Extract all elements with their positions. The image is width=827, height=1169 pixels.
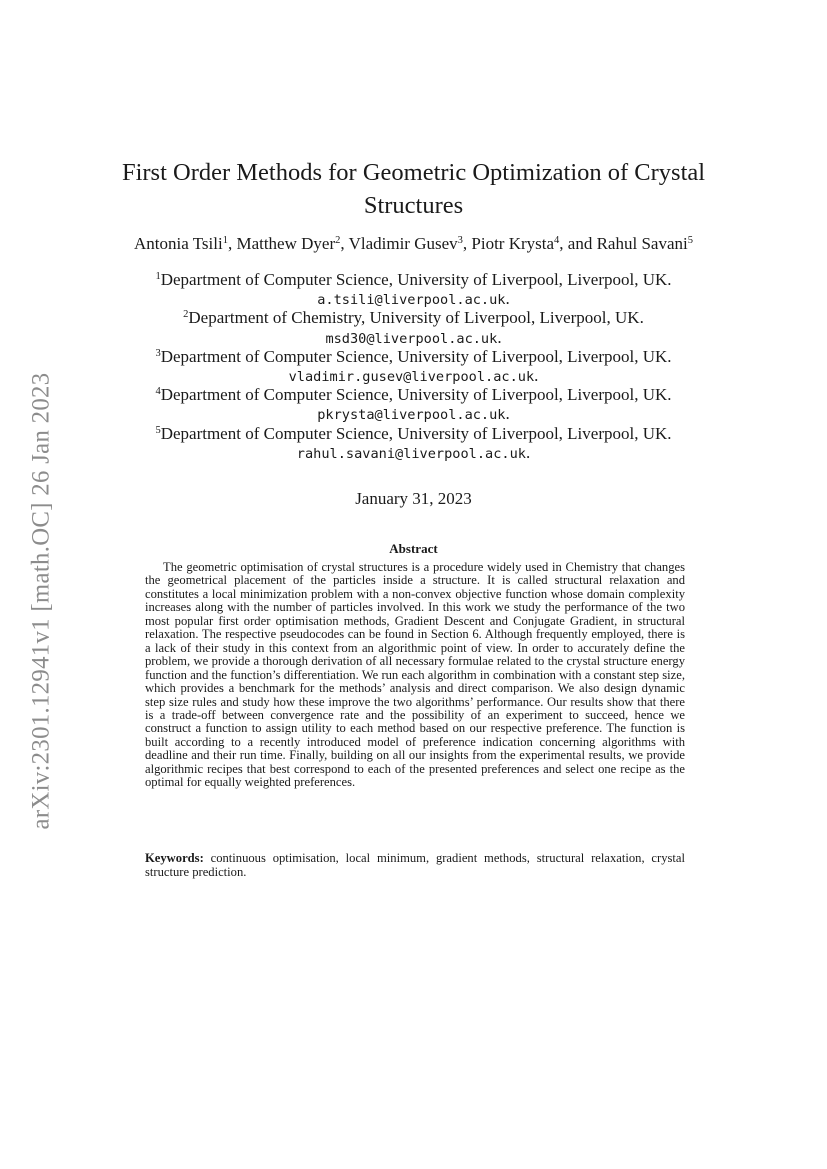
author: [134, 234, 228, 253]
affiliation-email[interactable]: pkrysta@liverpool.ac.uk: [317, 407, 506, 424]
affiliation-email-line: [60, 443, 767, 462]
affiliation-department: [60, 270, 767, 289]
author-separator: ,: [462, 234, 472, 253]
affiliation-department: [60, 424, 767, 443]
keywords-label: Keywords:: [145, 851, 204, 865]
publication-date: January 31, 2023: [355, 489, 472, 508]
affiliation-mark: 1: [155, 271, 161, 282]
abstract-body: The geometric optimisation of crystal structures is a procedure widely used in Chemistry that changes the geometrical placement of the particles inside a structure. It is called structural relaxation and constitutes a local minimization problem with a non-convex objective function whose domain complexity increases along with the number of particles involved. In this work we study the performance of the two most popular first order optimisation methods, Gradient Descent and Conjugate Gradient, in structural relaxation. The respective pseudocodes can be found in Section 6. Although frequently employed, there is a lack of their study in this context from an algorithmic point of view. In order to accurately define the problem, we provide a thorough derivation of all necessary formulae related to the crystal structure energy function and the function’s differentiation. We run each algorithm in combination with a constant step size, which provides a benchmark for the methods’ analysis and direct comparison. We also design dynamic step size rules and study how these improve the two algorithms’ performance. Our results show that there is a trade-off between convergence rate and the possibility of an experiment to succeed, hence we construct a function to assign utility to each method based on our respective preference. The function is built according to a recently introduced model of preference indication concerning algorithms with deadline and their run time. Finally, building on all our insights from the experimental results, we provide algorithmic recipes that best correspond to each of the presented preferences and select one recipe as the optimal for equally weighted preferences.: [145, 560, 685, 790]
abstract-heading: Abstract: [389, 541, 438, 556]
affiliation-email-line: [60, 404, 767, 423]
affiliation-mark: 5: [155, 424, 161, 436]
author: [471, 234, 559, 253]
author-affiliation-mark: 1: [222, 235, 228, 246]
affiliation-email-line: [60, 328, 767, 347]
affiliation-department-text: Department of Chemistry, University of Liverpool, Liverpool, UK.: [188, 308, 644, 328]
author-affiliation-mark: 2: [335, 235, 341, 246]
email-suffix: .: [525, 442, 531, 462]
author-name: Matthew Dyer: [236, 234, 336, 253]
affiliation-mark: 3: [155, 347, 161, 359]
affiliation-email[interactable]: vladimir.gusev@liverpool.ac.uk: [288, 368, 535, 385]
email-suffix: .: [505, 289, 510, 309]
author-affiliation-mark: 4: [554, 235, 560, 246]
keywords: [145, 852, 685, 879]
author: [349, 234, 463, 253]
keywords-text: continuous optimisation, local minimum, gradient methods, structural relaxation, crystal structure prediction.: [145, 851, 685, 879]
affiliation-department: [60, 308, 767, 327]
arxiv-identifier-text: arXiv:2301.12941v1 [math.OC] 26 Jan 2023: [27, 372, 55, 830]
affiliation-department-text: Department of Computer Science, University of Liverpool, Liverpool, UK.: [160, 270, 672, 289]
paper-title: First Order Methods for Geometric Optimization of Crystal Structures: [121, 159, 706, 219]
author-name: Rahul Savani: [596, 234, 688, 253]
affiliation-department-text: Department of Computer Science, University of Liverpool, Liverpool, UK.: [160, 423, 672, 443]
author-separator: ,: [227, 234, 237, 253]
author-list: [60, 233, 767, 255]
author-name: Antonia Tsili: [134, 234, 223, 253]
author-name: Piotr Krysta: [471, 234, 555, 253]
affiliation-mark: 4: [155, 386, 161, 398]
author-name: Vladimir Gusev: [348, 234, 458, 253]
author-separator-last: , and: [559, 234, 597, 253]
email-suffix: .: [534, 365, 539, 385]
affiliation-email[interactable]: a.tsili@liverpool.ac.uk: [317, 292, 506, 309]
author-affiliation-mark: 5: [687, 235, 693, 246]
email-suffix: .: [497, 327, 502, 347]
affiliation-department: [60, 385, 767, 404]
affiliation-email-line: [60, 366, 767, 385]
affiliation-department-text: Department of Computer Science, University of Liverpool, Liverpool, UK.: [160, 346, 672, 366]
affiliation-department-text: Department of Computer Science, University of Liverpool, Liverpool, UK.: [160, 385, 672, 405]
author-separator: ,: [340, 234, 349, 253]
author: [597, 234, 693, 253]
arxiv-identifier-stamp: [26, 345, 56, 857]
author: [236, 234, 340, 253]
author-affiliation-mark: 3: [457, 235, 463, 246]
email-suffix: .: [505, 404, 510, 424]
affiliation-mark: 2: [183, 309, 189, 321]
affiliation-email-line: [60, 289, 767, 308]
affiliation-department: [60, 347, 767, 366]
affiliation-email[interactable]: msd30@liverpool.ac.uk: [325, 330, 498, 347]
affiliation-email[interactable]: rahul.savani@liverpool.ac.uk: [296, 445, 526, 462]
affiliation-list: [60, 270, 767, 462]
